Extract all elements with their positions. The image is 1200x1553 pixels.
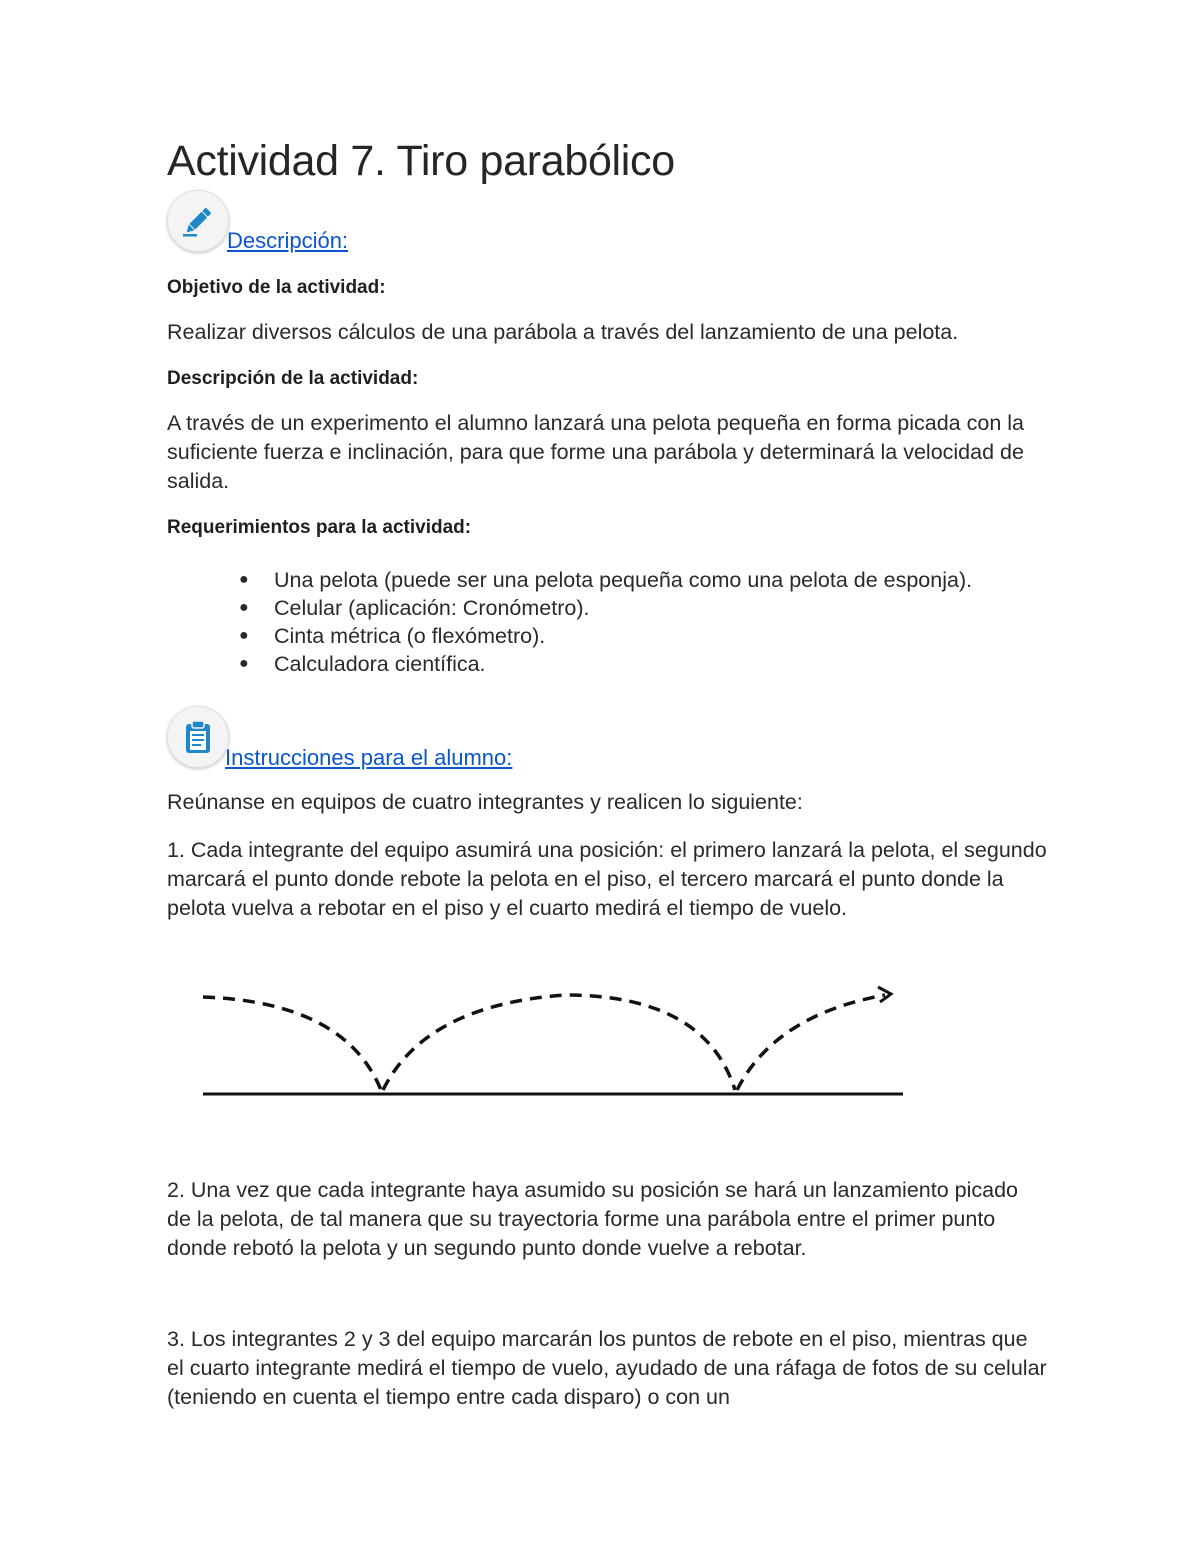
step-3: 3. Los integrantes 2 y 3 del equipo marcarán los puntos de rebote en el piso, mientras que el cuarto integrante medirá el tiempo de vuelo, ayudado de una ráfaga de fotos de su celular (teniendo en cuenta el tiempo entre cada disparo) o con un: [167, 1327, 1047, 1409]
outgoing-arc: [737, 995, 885, 1090]
trajectory-diagram: [195, 980, 915, 1110]
clipboard-icon: [167, 706, 229, 768]
objective-heading: Objetivo de la actividad:: [167, 277, 386, 298]
activity-text: A través de un experimento el alumno lanzará una pelota pequeña en forma picada con la suficiente fuerza e inclinación, para que forme una parábola y determinará la velocidad de salida.: [167, 411, 1024, 493]
list-item: ● Una pelota (puede ser una pelota pequeña como una pelota de esponja).: [239, 568, 973, 592]
pencil-icon: [167, 190, 229, 252]
instructions-link[interactable]: Instrucciones para el alumno:: [225, 745, 513, 770]
objective-text: Realizar diversos cálculos de una parábola a través del lanzamiento de una pelota.: [167, 320, 959, 344]
instructions-intro: Reúnanse en equipos de cuatro integrantes y realicen lo siguiente:: [167, 790, 803, 814]
activity-heading: Descripción de la actividad:: [167, 368, 419, 389]
page-title: Actividad 7. Tiro parabólico: [167, 137, 675, 185]
requirements-list: [167, 566, 1047, 678]
step-2: 2. Una vez que cada integrante haya asumido su posición se hará un lanzamiento picado de la pelota, de tal manera que su trayectoria forme una parábola entre el primer punto donde rebotó la pelota y un segundo punto donde vuelve a rebotar.: [167, 1178, 1018, 1260]
list-item: ● Cinta métrica (o flexómetro).: [239, 624, 546, 648]
list-item: ● Calculadora científica.: [239, 652, 486, 676]
description-link[interactable]: Descripción:: [227, 228, 349, 253]
parabola-arc: [383, 995, 735, 1090]
list-item: ● Celular (aplicación: Cronómetro).: [239, 596, 590, 620]
step-1: 1. Cada integrante del equipo asumirá una posición: el primero lanzará la pelota, el segundo marcará el punto donde rebote la pelota en el piso, el tercero marcará el punto donde la pelota vuelva a rebotar en el piso y el cuarto medirá el tiempo de vuelo.: [167, 838, 1047, 920]
incoming-arc: [203, 997, 381, 1090]
requirements-heading: Requerimientos para la actividad:: [167, 517, 472, 538]
